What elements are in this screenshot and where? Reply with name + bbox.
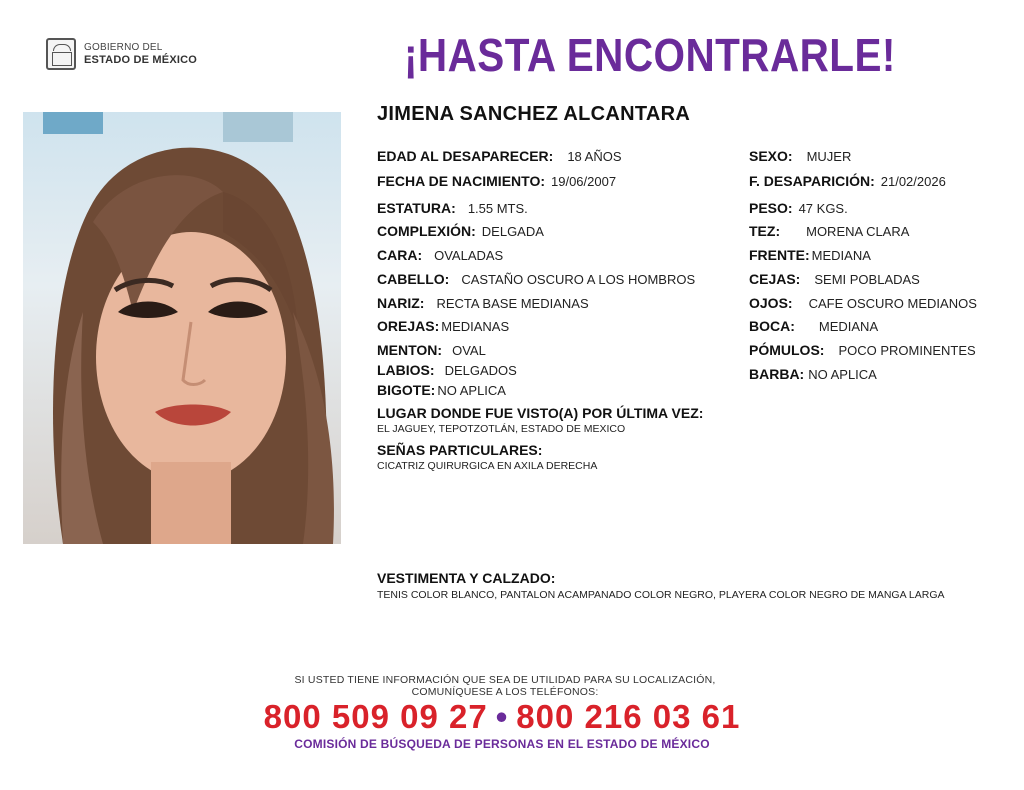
phone-number-2[interactable]: 800 216 03 61 xyxy=(516,698,741,735)
field-label: FECHA DE NACIMIENTO: xyxy=(377,173,545,189)
field-label: F. DESAPARICIÓN: xyxy=(749,173,875,189)
field-value: OVAL xyxy=(452,343,486,358)
field-eyes xyxy=(749,295,977,311)
field-value: 18 AÑOS xyxy=(567,149,622,164)
field-label: EDAD AL DESAPARECER: xyxy=(377,148,554,164)
field-mouth xyxy=(749,318,878,334)
state-seal-icon xyxy=(46,38,76,70)
field-cheekbones xyxy=(749,342,976,358)
phone-numbers xyxy=(0,698,1004,736)
field-value: NO APLICA xyxy=(808,367,877,382)
contact-note-line2: COMUNÍQUESE A LOS TELÉFONOS: xyxy=(411,686,599,698)
field-face xyxy=(377,247,503,263)
clothing-text: TENIS COLOR BLANCO, PANTALON ACAMPANADO COLOR NEGRO, PLAYERA COLOR NEGRO DE MANGA LARGA xyxy=(377,589,945,601)
field-lips xyxy=(377,362,517,378)
field-value: 19/06/2007 xyxy=(551,174,617,189)
last-seen-title: LUGAR DONDE FUE VISTO(A) POR ÚLTIMA VEZ: xyxy=(377,405,704,421)
field-value: SEMI POBLADAS xyxy=(814,272,920,287)
portrait-image xyxy=(23,112,341,544)
field-label: OREJAS: xyxy=(377,318,440,334)
headline: ¡HASTA ENCONTRARLE! xyxy=(404,29,896,81)
field-label: FRENTE: xyxy=(749,247,810,263)
field-value: OVALADAS xyxy=(434,248,504,263)
field-label: BARBA: xyxy=(749,366,805,382)
field-label: COMPLEXIÓN: xyxy=(377,223,476,239)
field-chin xyxy=(377,342,486,358)
field-complexion xyxy=(749,223,909,239)
missing-person-photo xyxy=(23,112,341,544)
field-value: CAFE OSCURO MEDIANOS xyxy=(808,296,977,311)
separator-dot: • xyxy=(495,698,509,735)
field-label: OJOS: xyxy=(749,295,793,311)
field-ears xyxy=(377,318,509,334)
field-value: MEDIANAS xyxy=(441,319,510,334)
field-height xyxy=(377,200,528,216)
field-eyebrows xyxy=(749,271,920,287)
field-sex xyxy=(749,148,851,164)
marks-text: CICATRIZ QUIRURGICA EN AXILA DERECHA xyxy=(377,460,598,472)
marks-title: SEÑAS PARTICULARES: xyxy=(377,442,543,458)
field-label: PÓMULOS: xyxy=(749,342,825,358)
field-label: NARIZ: xyxy=(377,295,425,311)
phone-number-1[interactable]: 800 509 09 27 xyxy=(263,698,488,735)
clothing-title: VESTIMENTA Y CALZADO: xyxy=(377,570,556,586)
field-value: 21/02/2026 xyxy=(880,174,946,189)
person-name: JIMENA SANCHEZ ALCANTARA xyxy=(377,103,691,125)
field-value: MEDIANA xyxy=(818,319,879,334)
field-label: BIGOTE: xyxy=(377,382,436,398)
contact-note-line1: SI USTED TIENE INFORMACIÓN QUE SEA DE UTILIDAD PARA SU LOCALIZACIÓN, xyxy=(294,674,716,686)
field-label: CARA: xyxy=(377,247,423,263)
field-value: 47 KGS. xyxy=(798,201,848,216)
field-value: RECTA BASE MEDIANAS xyxy=(436,296,589,311)
field-beard xyxy=(749,366,877,382)
commission-name: COMISIÓN DE BÚSQUEDA DE PERSONAS EN EL ESTADO DE MÉXICO xyxy=(294,737,710,751)
field-label: ESTATURA: xyxy=(377,200,456,216)
field-label: CEJAS: xyxy=(749,271,801,287)
field-nose xyxy=(377,295,589,311)
field-label: LABIOS: xyxy=(377,362,435,378)
field-label: CABELLO: xyxy=(377,271,450,287)
field-value: POCO PROMINENTES xyxy=(838,343,976,358)
field-value: MUJER xyxy=(806,149,852,164)
field-birthdate xyxy=(377,173,616,189)
field-mustache xyxy=(377,382,506,398)
field-label: TEZ: xyxy=(749,223,781,239)
field-label: MENTON: xyxy=(377,342,443,358)
field-value: CASTAÑO OSCURO A LOS HOMBROS xyxy=(461,272,696,287)
field-value: NO APLICA xyxy=(437,383,506,398)
field-label: SEXO: xyxy=(749,148,793,164)
field-value: MORENA CLARA xyxy=(806,224,910,239)
field-value: 1.55 MTS. xyxy=(467,201,528,216)
logo-text xyxy=(84,42,197,66)
last-seen-text: EL JAGUEY, TEPOTZOTLÁN, ESTADO DE MEXICO xyxy=(377,423,626,435)
field-forehead xyxy=(749,247,871,263)
field-hair xyxy=(377,271,695,287)
government-logo xyxy=(46,38,197,70)
field-value: DELGADA xyxy=(481,224,544,239)
field-value: MEDIANA xyxy=(811,248,871,263)
field-value: DELGADOS xyxy=(444,363,517,378)
field-build xyxy=(377,223,544,239)
logo-line1: GOBIERNO DEL xyxy=(84,42,163,53)
field-disappearance-date xyxy=(749,173,946,189)
field-label: PESO: xyxy=(749,200,793,216)
logo-line2: ESTADO DE MÉXICO xyxy=(84,54,198,66)
field-age xyxy=(377,148,622,164)
field-label: BOCA: xyxy=(749,318,795,334)
field-weight xyxy=(749,200,848,216)
